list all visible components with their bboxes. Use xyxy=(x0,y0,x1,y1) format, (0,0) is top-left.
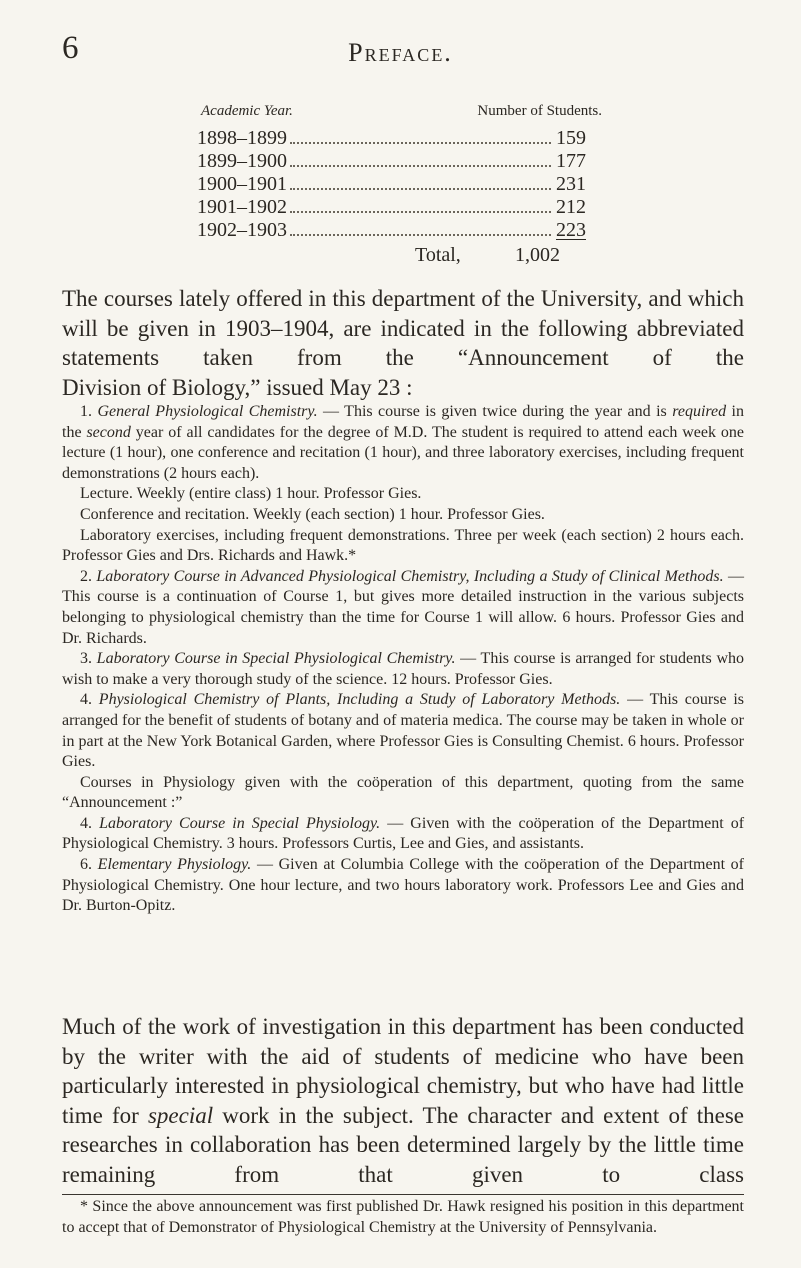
closing-text-b: work in the subject. The character and extent of these researches in collaboration has been determined largely by the little time remaining from that given to class xyxy=(62,1102,744,1187)
course-number: 1. xyxy=(80,403,92,420)
course-list xyxy=(62,402,744,917)
column-header-students: Number of Students. xyxy=(477,103,602,119)
course-6 xyxy=(62,855,744,917)
course-5 xyxy=(62,814,744,855)
course-2 xyxy=(62,567,744,649)
course-title: Laboratory Course in Advanced Physiological Chemistry, Including a Study of Clinical Methods. xyxy=(96,567,724,585)
table-row xyxy=(197,150,602,173)
course-title: General Physiological Chemistry. xyxy=(97,403,318,420)
column-header-year: Academic Year. xyxy=(201,103,293,119)
emphasis-special: special xyxy=(147,1102,214,1128)
table-row xyxy=(197,173,602,196)
row-students: 212 xyxy=(556,196,586,218)
course-text: — This course is arranged for the benefit of students of botany and of materia medica. The course may be taken in whole or in part at the New York Botanical Garden, where Professor Gies is Consulting Chemist. 6 hours. Professor Gies. xyxy=(62,691,745,771)
leader-dots xyxy=(290,211,551,213)
course-number: 3. xyxy=(80,650,92,668)
course-text: — This course is given twice during the year and is xyxy=(317,403,673,420)
course-4 xyxy=(62,690,744,772)
cooperation-note: Courses in Physiology given with the coöperation of this department, quoting from the same “Announcement :” xyxy=(62,773,744,812)
row-year: 1898–1899 xyxy=(197,127,287,149)
page-header xyxy=(0,30,801,90)
emphasis-required: required xyxy=(672,403,727,420)
row-students: 223 xyxy=(556,219,586,241)
course-title: Physiological Chemistry of Plants, Including a Study of Laboratory Methods. xyxy=(98,691,621,709)
total-value: 1,002 xyxy=(515,244,560,266)
intro-last-line: Division of Biology,” issued May 23 : xyxy=(62,374,413,400)
course-1-lecture: Lecture. Weekly (entire class) 1 hour. Professor Gies. xyxy=(80,485,422,503)
closing-paragraph xyxy=(62,1012,744,1190)
course-title: Laboratory Course in Special Physiological Chemistry. xyxy=(96,650,456,668)
intro-body: The courses lately offered in this department of the University, and which will be given in 1903–1904, are indicated in the following abbreviated statements taken from the “Announcement of the xyxy=(62,286,744,371)
row-year: 1902–1903 xyxy=(197,219,287,241)
intro-paragraph xyxy=(62,284,744,402)
row-year: 1901–1902 xyxy=(197,196,287,218)
course-text: year of all candidates for the degree of M.D. The student is required to attend each week one lecture (1 hour), one conference and recitation (1 hour), and three laboratory exercises, including frequent demonstrations (2 hours each). xyxy=(62,423,744,482)
leader-dots xyxy=(290,188,551,190)
closing-text-a: Much of the work of investigation in this department has been conducted by the writer with the aid of students of medicine who have been particularly interested in physiological chemistry, but who have had little time for xyxy=(62,1014,744,1128)
course-number: 2. xyxy=(80,567,92,585)
course-1 xyxy=(62,402,744,484)
row-year: 1899–1900 xyxy=(197,150,287,172)
total-label: Total, xyxy=(415,244,461,266)
leader-dots xyxy=(290,142,551,144)
footnote-divider xyxy=(62,1194,744,1195)
row-year: 1900–1901 xyxy=(197,173,287,195)
course-text: — This course is arranged for students who wish to make a very thorough study of the science. 12 hours. Professor Gies. xyxy=(62,650,745,688)
running-title: Preface. xyxy=(348,38,453,67)
table-total xyxy=(197,242,602,268)
page-number: 6 xyxy=(62,30,79,66)
footnote: * Since the above announcement was first published Dr. Hawk resigned his position in this department to accept that of Demonstrator of Physiological Chemistry at the University of Pennsylvania. xyxy=(62,1198,744,1236)
course-1-laboratory: Laboratory exercises, including frequent demonstrations. Three per week (each section) 2 hours each. Professor Gies and Drs. Richards and Hawk.* xyxy=(62,526,744,565)
course-text: in the xyxy=(62,403,745,441)
table-row xyxy=(197,196,602,219)
leader-dots xyxy=(290,165,551,167)
course-text: — Given with the coöperation of the Department of Physiological Chemistry. 3 hours. Professors Curtis, Lee and Gies, and assistants. xyxy=(62,814,745,853)
enrollment-table xyxy=(197,103,602,268)
course-1-conference: Conference and recitation. Weekly (each section) 1 hour. Professor Gies. xyxy=(80,505,545,523)
course-number: 4. xyxy=(80,691,92,709)
table-row xyxy=(197,127,602,150)
table-header xyxy=(197,103,602,127)
course-number: 4. xyxy=(80,814,92,832)
row-students: 231 xyxy=(556,173,586,195)
course-title: Laboratory Course in Special Physiology. xyxy=(99,814,381,832)
course-number: 6. xyxy=(80,856,92,874)
course-text: — Given at Columbia College with the coöperation of the Department of Physiological Chemistry. One hour lecture, and two hours laboratory work. Professors Lee and Gies and Dr. Burton-Opitz. xyxy=(62,856,745,915)
course-3 xyxy=(62,649,744,690)
row-students: 177 xyxy=(556,150,586,172)
table-row xyxy=(197,219,602,242)
leader-dots xyxy=(290,234,551,236)
course-text: — This course is a continuation of Course 1, but gives more detailed instruction in the various subjects belonging to physiological chemistry than the time for Course 1 will allow. 6 hours. Professor Gies and Dr. Richards. xyxy=(62,567,745,647)
row-students: 159 xyxy=(556,127,586,149)
emphasis-second: second xyxy=(86,423,131,441)
course-title: Elementary Physiology. xyxy=(97,856,252,874)
